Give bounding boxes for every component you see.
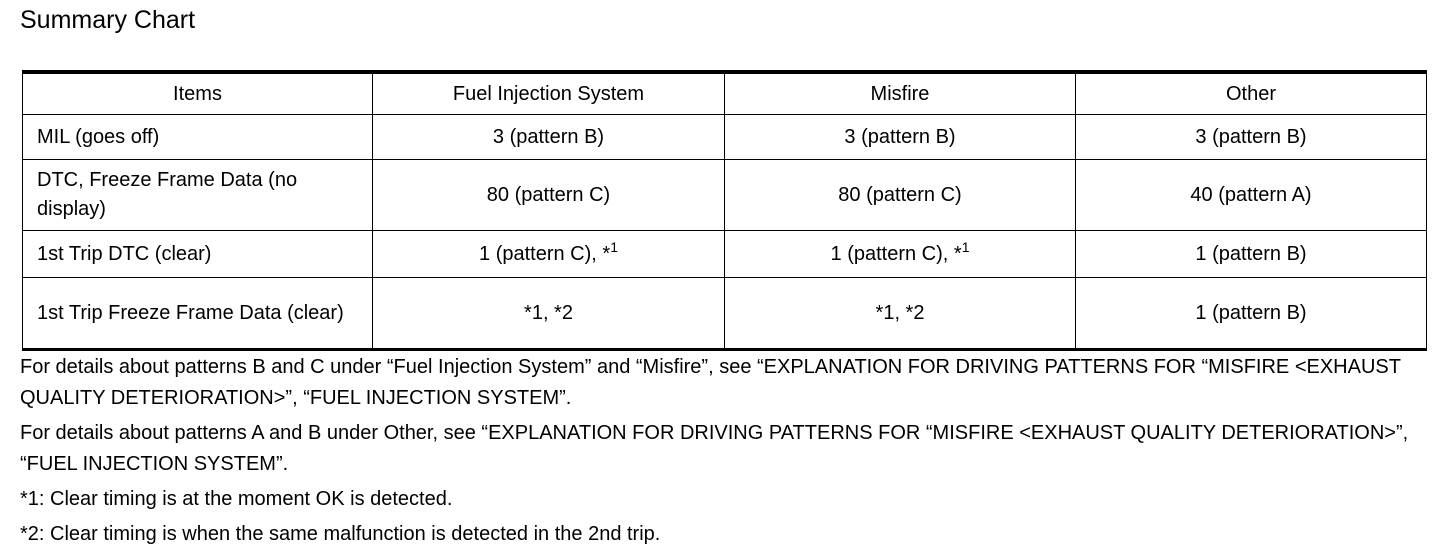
summary-table xyxy=(22,70,1427,351)
cell-misfire: *1, *2 xyxy=(725,278,1076,350)
notes-section xyxy=(20,352,1436,554)
cell-fuel-injection: 80 (pattern C) xyxy=(373,160,725,231)
page-title: Summary Chart xyxy=(20,6,196,34)
cell-other: 3 (pattern B) xyxy=(1076,115,1427,160)
footnote-1: *1: Clear timing is at the moment OK is detected. xyxy=(20,488,453,510)
row-item-label: 1st Trip DTC (clear) xyxy=(23,231,373,278)
table-row xyxy=(23,231,1427,278)
table-row xyxy=(23,115,1427,160)
row-item-label: DTC, Freeze Frame Data (no display) xyxy=(23,160,373,231)
cell-other: 1 (pattern B) xyxy=(1076,231,1427,278)
table-row xyxy=(23,160,1427,231)
footnote-marker: 1 xyxy=(610,238,618,255)
note-patterns-a-b: For details about patterns A and B under Other, see “EXPLANATION FOR DRIVING PATTERNS FOR “MISFIRE <EXHAUST QUALITY DETERIORATION>”, “FUEL INJECTION SYSTEM”. xyxy=(20,422,1409,475)
header-fuel-injection-system: Fuel Injection System xyxy=(373,72,725,115)
table-header-row xyxy=(23,72,1427,115)
cell-other: 40 (pattern A) xyxy=(1076,160,1427,231)
cell-fuel-injection: *1, *2 xyxy=(373,278,725,350)
note-patterns-b-c: For details about patterns B and C under “Fuel Injection System” and “Misfire”, see “EXPLANATION FOR DRIVING PATTERNS FOR “MISFIRE <EXHAUST QUALITY DETERIORATION>”, “FUEL INJECTION SYSTEM”. xyxy=(20,356,1401,409)
header-items: Items xyxy=(23,72,373,115)
cell-fuel-injection xyxy=(373,231,725,278)
cell-misfire xyxy=(725,231,1076,278)
cell-fuel-injection: 3 (pattern B) xyxy=(373,115,725,160)
row-item-label: 1st Trip Freeze Frame Data (clear) xyxy=(23,278,373,350)
cell-other: 1 (pattern B) xyxy=(1076,278,1427,350)
footnote-2: *2: Clear timing is when the same malfunction is detected in the 2nd trip. xyxy=(20,523,661,545)
cell-misfire: 80 (pattern C) xyxy=(725,160,1076,231)
table-row xyxy=(23,278,1427,350)
footnote-marker: 1 xyxy=(961,238,970,255)
header-misfire: Misfire xyxy=(725,72,1076,115)
cell-value: 1 (pattern C), * xyxy=(479,242,611,265)
header-other: Other xyxy=(1076,72,1427,115)
cell-value: 1 (pattern C), * xyxy=(830,242,962,265)
cell-misfire: 3 (pattern B) xyxy=(725,115,1076,160)
row-item-label: MIL (goes off) xyxy=(23,115,373,160)
